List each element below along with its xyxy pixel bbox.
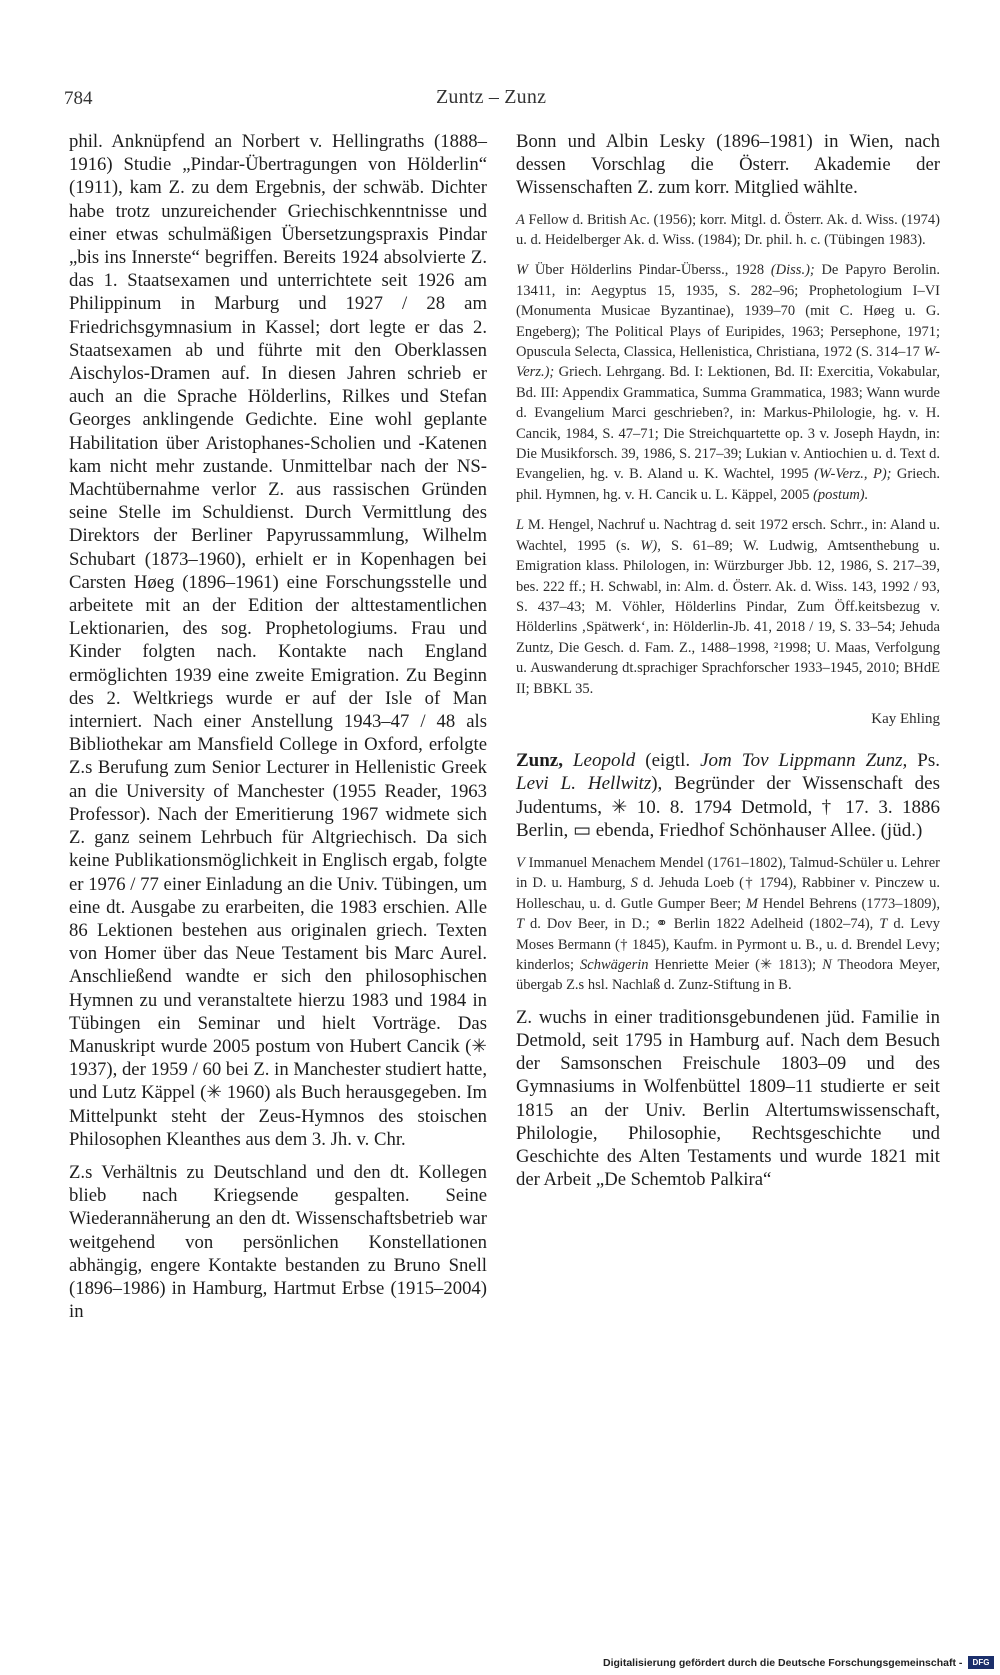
note-text: De Papyro Berolin. 13411, in: Aegyptus 15, 1935, S. 282–96; Prophetologium I–VI (Monumenta Musicae Byzantinae), 1939–70 (mit C. Høeg u. G. Engeberg); The Political Plays of Euripides, 1963; Persephone, 1971; Opuscula Selecta, Classica, Hellenistica, Christiana, 1972 (S. 314–17: [516, 262, 941, 361]
note-text: Über Hölderlins Pindar-Überss., 1928: [528, 262, 771, 279]
note-italic: M: [745, 895, 758, 912]
body-paragraph: phil. Anknüpfend an Norbert v. Hellingraths (1888–1916) Studie „Pindar-Übertragungen von Hölderlin“ (1911), kam Z. zu dem Ergebnis, der schwäb. Dichter habe trotz unzureichender Griechischkenntnisse und einer etwas schulmäßigen Übersetzungspraxis Pindar „bis ins Innerste“ begriffen. Bereits 1924 absolvierte Z. das 1. Staatsexamen und unterrichtete seit 1926 am Philippinum in Marburg und 1927 / 28 am Friedrichsgymnasium in Kassel; dort legte er das 2. Staatsexamen ab und führte mit den Oberklassen Aischylos-Dramen auf. In diesen Jahren schrieb er auch an die Sprache Hölderlins, Rilkes und Stefan Georges anklingende Gedichte. Eine wohl geplante Habilitation über Aristophanes-Scholien und -Katenen kam nicht mehr zustande. Unmittelbar nach der NS-Machtübernahme verlor Z. aus rassischen Gründen seine Stelle im Schuldienst. Durch Vermittlung des Direktors der Berliner Papyrussammlung, Wilhelm Schubart (1873–1960), erhielt er in Kopenhagen bei Carsten Høeg (1896–1961) eine Forschungsstelle und arbeitete mit an der Edition der alttestamentlichen Lektionarien, des sog. Prophetologiums. Frau und Kinder folgten nach. Kontakte nach England ermöglichten 1939 eine zweite Emigration. Zu Beginn des 2. Weltkriegs wurde er auf der Isle of Man interniert. Nach einer Anstellung 1943–47 / 48 als Bibliothekar am Mansfield College in Oxford, erfolgte Z.s Berufung zum Senior Lecturer in Hellenistic Greek an die University of Manchester (1955 Reader, 1963 Professor). Nach der Emeritierung 1967 widmete sich Z. ganz seinem Lehrbuch für Altgriechisch. Da sich keine Publikationsmöglichkeit in Englisch ergab, folgte er 1976 / 77 einer Einladung an die Univ. Tübingen, um eine dt. Ausgabe zu erarbeiten, die 1983 erschien. Alle 86 Lektionen bestehen aus originalen griech. Texten von Homer über das Neue Testament bis Marc Aurel. Anschließend wandte er sich den philosophischen Hymnen zu und veranstaltete hierzu 1983 und 1984 in Tübingen ein Seminar und hielt Vorträge. Das Manuskript wurde 2005 postum von Hubert Cancik (✳ 1937), der 1959 / 60 bei Z. in Manchester studiert hatte, und Lutz Käppel (✳ 1960) als Buch herausgegeben. Im Mittelpunkt steht der Zeus-Hymnos des stoischen Philosophen Kleanthes aus dem 3. Jh. v. Chr.: [69, 131, 487, 1150]
note-works: [516, 260, 940, 505]
entry-text: (eigtl.: [635, 749, 701, 771]
note-text: Theodora Meyer, übergab Z.s hsl. Nachlaß d. Zunz-Stiftung in B.: [516, 956, 940, 994]
note-italic: (Diss.);: [770, 262, 815, 279]
note-italic: T: [879, 916, 888, 933]
note-tag: A: [516, 211, 525, 228]
note-family: [516, 853, 940, 996]
note-awards: [516, 210, 940, 251]
running-head: Zuntz – Zunz: [436, 86, 547, 108]
note-text: Henriette Meier (✳ 1813);: [648, 956, 823, 973]
note-text: Immanuel Menachem Mendel (1761–1802), Talmud-Schüler u. Lehrer in D. u. Hamburg,: [516, 854, 940, 892]
body-paragraph: Bonn und Albin Lesky (1896–1981) in Wien, nach dessen Vorschlag die Österr. Akademie der Wissenschaften Z. zum korr. Mitglied wählte.: [516, 131, 940, 199]
note-tag: W: [516, 262, 529, 279]
entry-heading: [516, 749, 940, 843]
entry-italic: Levi L. Hellwitz: [516, 773, 652, 795]
note-italic: (postum).: [813, 486, 869, 503]
article-author: Kay Ehling: [871, 710, 940, 727]
note-italic: Schwägerin: [580, 956, 649, 973]
note-tag: V: [516, 854, 525, 871]
note-text: d. Jehuda Loeb († 1794), Rabbiner v. Pinczew u. Holleschau, u. d. Gutle Gumper Beer;: [516, 875, 940, 912]
body-paragraph: Z.s Verhältnis zu Deutschland und den dt. Kollegen blieb nach Kriegsende gespalten. Seine Wiederannäherung an den dt. Wissenschaftsbetrieb war weitgehend von persönlichen Konstellationen abhängig, engere Kontakte bestanden zu Bruno Snell (1896–1986) in Hamburg, Hartmut Erbse (1915–2004) in: [69, 1161, 487, 1323]
note-italic: W-Verz.);: [516, 344, 940, 381]
note-italic: (W-Verz., P);: [814, 466, 892, 483]
body-paragraph: Z. wuchs in einer traditionsgebundenen jüd. Familie in Detmold, seit 1795 in Hamburg auf. Nach dem Besuch der Samsonschen Freischule 1803–09 und des Gymnasiums in Wolfenbüttel 1809–11 studierte er seit 1815 an der Univ. Berlin Altertumswissenschaft, Philologie, Philosophie, Rechtsgeschichte und Geschichte des Alten Testaments und wurde 1821 mit der Arbeit „De Schemtob Palkira“: [516, 1006, 940, 1191]
left-column: [69, 130, 487, 1333]
note-text: M. Hengel, Nachruf u. Nachtrag d. seit 1972 ersch. Schrr., in: Aland u. Wachtel, 1995 (s.: [516, 517, 940, 554]
note-italic: T: [516, 916, 525, 933]
note-italic: W),: [640, 537, 661, 554]
note-literature: [516, 515, 940, 699]
entry-name: Zunz,: [516, 749, 563, 771]
right-column: [516, 130, 940, 1201]
note-text: S. 61–89; W. Ludwig, Amtsenthebung u. Emigration klass. Philologen, in: Würzburger Jbb. 12, 1986, S. 217–39, bes. 222 ff.; H. Schwabl, in: Alm. d. Österr. Ak. d. Wiss. 143, 1992 / 93, S. 437–43; M. Vöhler, Hölderlins Pindar, Zum Öff.keitsbezug v. Hölderlins ‚Spätwerk‘, in: Hölderlin-Jb. 41, 2018 / 19, S. 33–54; Jehuda Zuntz, Die Gesch. d. Fam. Z., 1488–1998, ²1998; U. Maas, Verfolgung u. Auswanderung dt.sprachiger Sprachforscher 1933–1945, 2010; BHdE II; BBKL 35.: [516, 537, 940, 697]
note-text: Griech. Lehrgang. Bd. I: Lektionen, Bd. II: Exercitia, Vokabular, Bd. III: Appendix Grammatica, Summa Grammatica, 1983; Wann wurde d. Evangelium Marci geschrieben?, in: Markus-Philologie, hg. v. H. Cancik, 1984, S. 47–71; Die Streichquartette op. 3 v. Joseph Haydn, in: Die Musikforsch. 39, 1986, S. 217–39; Lukian v. Antiochien u. d. Text d. Evangelien, hg. v. B. Aland u. K. Wachtel, 1995: [516, 364, 940, 483]
note-italic: S: [630, 875, 638, 892]
entry-text: ), Begründer der Wissenschaft des Judentums, ✳ 10. 8. 1794 Detmold, † 17. 3. 1886 Berlin, ▭ ebenda, Friedhof Schönhauser Allee. (jüd.): [516, 773, 940, 842]
page-number: 784: [64, 88, 93, 109]
note-tag: L: [516, 517, 525, 534]
dfg-logo: DFG: [968, 1656, 994, 1669]
note-text: d. Levy Moses Bermann († 1845), Kaufm. in Pyrmont u. B., u. d. Brendel Levy; kinderlos;: [516, 916, 940, 973]
note-text: Hendel Behrens (1773–1809),: [758, 895, 941, 912]
note-text: d. Dov Beer, in D.; ⚭ Berlin 1822 Adelheid (1802–74),: [524, 916, 880, 933]
note-italic: N: [822, 956, 832, 973]
entry-given-name: Leopold: [563, 749, 636, 771]
entry-text: Ps.: [907, 749, 940, 771]
note-text: Fellow d. British Ac. (1956); korr. Mitgl. d. Österr. Ak. d. Wiss. (1974) u. d. Heidelberger Ak. d. Wiss. (1984); Dr. phil. h. c. (Tübingen 1983).: [516, 211, 940, 249]
footer-credit: Digitalisierung gefördert durch die Deutsche Forschungsgemeinschaft -: [603, 1657, 963, 1669]
note-text: Griech. phil. Hymnen, hg. v. H. Cancik u. L. Käppel, 2005: [516, 466, 940, 503]
entry-italic: Jom Tov Lippmann Zunz,: [700, 749, 908, 771]
